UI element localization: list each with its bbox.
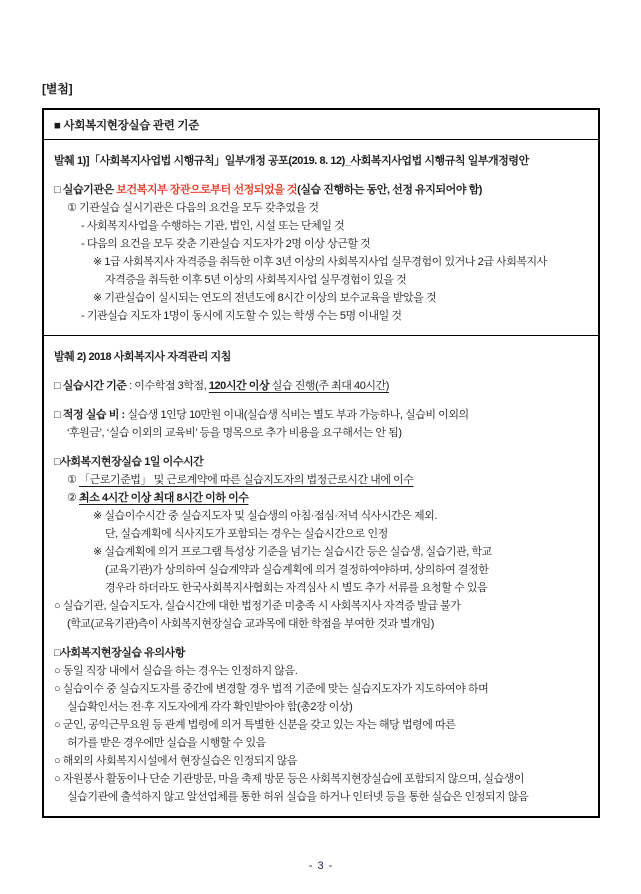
text-segment: ○ 군인, 공익근무요원 등 관계 법령에 의거 특별한 신분을 갖고 있는 자는 해당 법령에 따른 xyxy=(54,719,456,731)
text-line xyxy=(54,716,590,734)
text-segment: 실습기관에 출석하지 않고 알선업체를 통한 허위 실습을 하거나 인터넷 등을 통한 실습은 인정되지 않음 xyxy=(67,791,529,803)
text-line xyxy=(54,235,590,253)
section-excerpt-2 xyxy=(44,336,598,816)
text-segment: 발췌 2) 2018 사회복지사 자격관리 지침 xyxy=(54,351,231,363)
page-number: - 3 - xyxy=(308,860,334,872)
text-line xyxy=(54,597,590,615)
text-segment: ○ 자원봉사 활동이나 단순 기관방문, 마을 축제 방문 등은 사회복지현장실습에 포함되지 않으며, 실습생이 xyxy=(54,773,525,785)
text-line xyxy=(54,307,590,325)
text-segment: ※ 기관실습이 실시되는 연도의 전년도에 8시간 이상의 보수교육을 받았을 것 xyxy=(93,292,437,304)
text-line xyxy=(54,181,590,199)
text-line xyxy=(54,271,590,289)
text-segment: 120시간 이상 xyxy=(208,380,272,392)
text-segment: (학교(교육기관)측이 사회복지현장실습 교과목에 대한 학점을 부여한 것과 별개임) xyxy=(67,618,434,630)
text-segment: - 다음의 요건을 모두 갖춘 기관실습 지도자가 2명 이상 상근할 것 xyxy=(81,238,371,250)
text-segment: 실습확인서는 전·후 지도자에게 각각 확인받아야 함(총2장 이상) xyxy=(67,701,353,713)
text-segment: 경우라 하더라도 한국사회복지사협회는 자격심사 시 별도 추가 서류를 요청할 수 있음 xyxy=(105,582,488,594)
text-segment: 보건복지부 장관으로부터 선정되었을 것 xyxy=(116,184,298,196)
text-segment: □ 실습기관은 xyxy=(54,184,117,196)
text-segment: ② xyxy=(67,492,80,504)
text-line xyxy=(54,579,590,597)
text-segment: ※ 실습계획에 의거 프로그램 특성상 기준을 넘기는 실습시간 등은 실습생, 실습기관, 학교 xyxy=(93,546,492,558)
text-line xyxy=(54,788,590,806)
text-line xyxy=(54,561,590,579)
text-segment: 실습생 1인당 10만원 이내(실습생 식비는 별도 부과 가능하나, 실습비 이외의 xyxy=(124,409,469,421)
text-segment: ○ 동일 직장 내에서 실습을 하는 경우는 인정하지 않음. xyxy=(54,665,298,677)
text-line xyxy=(54,217,590,235)
text-segment: ① 기관실습 실시기관은 다음의 요건을 모두 갖추었을 것 xyxy=(67,202,319,214)
text-line xyxy=(54,698,590,716)
box-title: ■ 사회복지현장실습 관련 기준 xyxy=(44,110,598,140)
text-segment: - 기관실습 지도자 1명이 동시에 지도할 수 있는 학생 수는 5명 이내일 것 xyxy=(81,310,402,322)
text-segment: 최소 4시간 이상 최대 8시간 이하 이수 xyxy=(79,492,249,504)
text-line xyxy=(54,680,590,698)
text-line xyxy=(54,406,590,424)
text-segment: ○ 실습기관, 실습지도자, 실습시간에 대한 법정기준 미충족 시 사회복지사 자격증 발급 불가 xyxy=(54,600,461,612)
text-segment: ‘후원금’, ‘실습 이외의 교육비’ 등을 명목으로 추가 비용을 요구해서는 안 됨) xyxy=(67,427,402,439)
text-segment: : 이수학점 3학점, xyxy=(126,380,209,392)
text-line xyxy=(54,662,590,680)
text-segment: 허가를 받은 경우에만 실습을 시행할 수 있음 xyxy=(67,737,266,749)
box-body xyxy=(44,140,598,816)
text-segment: □ 실습시간 기준 xyxy=(54,380,127,392)
section-excerpt-1 xyxy=(44,140,598,335)
text-segment: □ 적정 실습 비 : xyxy=(54,409,125,421)
text-line xyxy=(54,507,590,525)
text-segment: ① xyxy=(67,474,80,486)
text-line xyxy=(54,377,590,395)
text-segment: □사회복지현장실습 유의사항 xyxy=(54,647,185,659)
text-line xyxy=(54,289,590,307)
text-line xyxy=(54,253,590,271)
text-line xyxy=(54,424,590,442)
text-line xyxy=(54,471,590,489)
text-line xyxy=(54,615,590,633)
text-segment: (실습 진행하는 동안, 선정 유지되어야 함) xyxy=(297,184,482,196)
text-line xyxy=(54,453,590,471)
text-segment: 「근로기준법」 및 근로계약에 따른 실습지도자의 법정근로시간 내에 이수 xyxy=(79,474,414,486)
text-line xyxy=(54,734,590,752)
text-segment: ○ 해외의 사회복지시설에서 현장실습은 인정되지 않음 xyxy=(54,755,298,767)
attachment-label: [별첨] xyxy=(42,82,73,96)
text-segment: 실습 진행(주 최대 40시간) xyxy=(271,380,389,392)
text-segment: 단, 실습계획에 식사지도가 포함되는 경우는 실습시간으로 인정 xyxy=(105,528,388,540)
text-segment: ※ 실습이수시간 중 실습지도자 및 실습생의 아침·점심·저녁 식사시간은 제외. xyxy=(93,510,437,522)
text-line xyxy=(54,152,590,170)
text-line xyxy=(54,543,590,561)
text-line xyxy=(54,525,590,543)
text-line xyxy=(54,348,590,366)
text-segment: 자격증을 취득한 이후 5년 이상의 사회복지사업 실무경험이 있을 것 xyxy=(105,274,407,286)
text-segment: 발췌 1)]「사회복지사업법 시행규칙」일부개정 공포(2019. 8. 12)_사회복지사업법 시행규칙 일부개정령안 xyxy=(54,155,529,167)
text-segment: ※ 1급 사회복지사 자격증을 취득한 이후 3년 이상의 사회복지사업 실무경험이 있거나 2급 사회복지사 xyxy=(93,256,547,268)
text-segment: (교육기관)가 상의하여 실습계약과 실습계획에 의거 결정하여야하며, 상의하여 결정한 xyxy=(105,564,489,576)
text-line xyxy=(54,199,590,217)
text-line xyxy=(54,770,590,788)
text-line xyxy=(54,752,590,770)
text-line xyxy=(54,489,590,507)
criteria-box xyxy=(42,108,600,818)
text-segment: ○ 실습이수 중 실습지도자를 중간에 변경할 경우 법적 기준에 맞는 실습지도자가 지도하여야 하며 xyxy=(54,683,489,695)
text-segment: □사회복지현장실습 1일 이수시간 xyxy=(54,456,204,468)
text-line xyxy=(54,644,590,662)
text-segment: - 사회복지사업을 수행하는 기관, 법인, 시설 또는 단체일 것 xyxy=(81,220,345,232)
